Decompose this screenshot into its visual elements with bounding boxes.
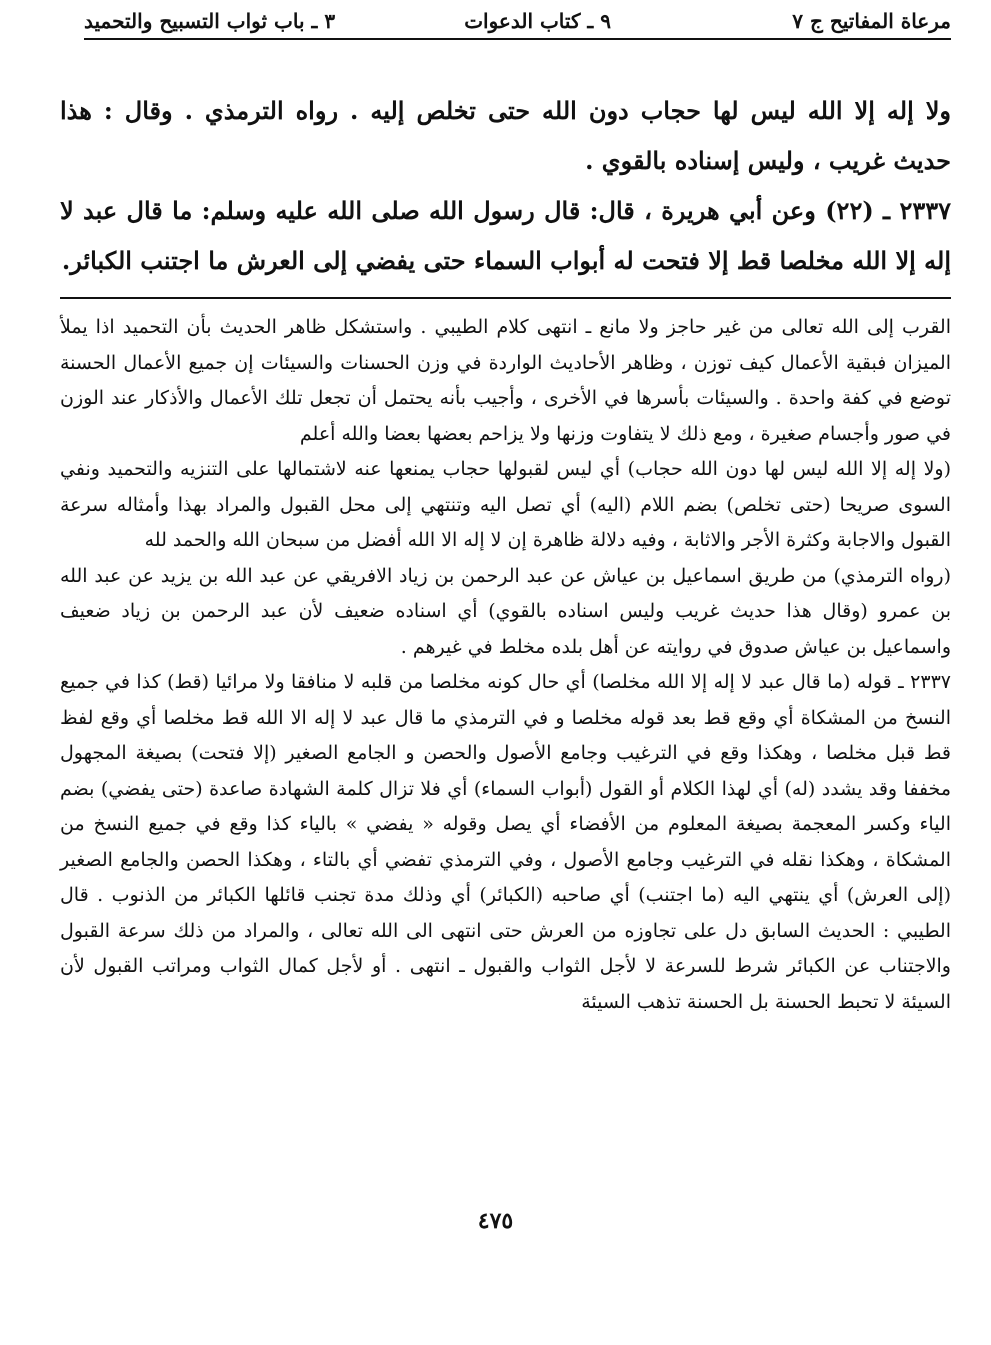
matn-paragraph-2: ٢٣٣٧ ـ (٢٢) وعن أبي هريرة ، قال: قال رسول الله صلى الله عليه وسلم: ما قال عبد لا إله إلا الله مخلصا قط إلا فتحت له أبواب السماء حتى يفضي إلى العرش ما اجتنب الكبائر.	[60, 196, 951, 275]
hadith-text	[60, 86, 951, 286]
commentary-paragraph-2: (ولا إله إلا الله ليس لها دون الله حجاب) أي ليس لقبولها حجاب يمنعها عنه لاشتمالها على التنزيه والتحميد ونفي السوى صريحا (حتى تخلص) بضم اللام (اليه) أي تصل اليه وتنتهي إلى محل القبول والمراد بهذا وأمثاله سرعة القبول والاجابة وكثرة الأجر والاثابة ، وفيه دلالة ظاهرة إن لا إله الا الله أفضل من سبحان الله والحمد لله	[60, 458, 951, 551]
kitab-title: ٩ ـ كتاب الدعوات	[464, 9, 611, 33]
page-number: ٤٧٥	[477, 1208, 514, 1234]
commentary-paragraph-1: القرب إلى الله تعالى من غير حاجز ولا مانع ـ انتهى كلام الطيبي . واستشكل ظاهر الحديث بأن التحميد اذا يملأ الميزان فبقية الأعمال كيف توزن ، وظاهر الأحاديث الواردة في وزن الحسنات والسيئات إن جميع الأعمال الحسنة توضع في كفة واحدة . والسيئات بأسرها في الأخرى ، وأجيب بأنه يحتمل أن تجعل تلك الأعمال والأذكار عند الوزن في صور وأجسام صغيرة ، ومع ذلك لا يتفاوت وزنها ولا يزاحم بعضها بعضا والله أعلم	[60, 316, 951, 445]
separator-rule	[60, 297, 951, 299]
book-title: مرعاة المفاتيح ج ٧	[792, 9, 951, 33]
commentary-paragraph-4: ٢٣٣٧ ـ قوله (ما قال عبد لا إله إلا الله مخلصا) أي حال كونه مخلصا من قلبه لا منافقا ولا مرائيا (قط) كذا في جميع النسخ من المشكاة أي وقع قط بعد قوله مخلصا و في الترمذي ما قال عبد لا إله الا الله قط مخلصا أي وقع لفظ قط قبل مخلصا ، وهكذا وقع في الترغيب وجامع الأصول والحصن و الجامع الصغير (إلا فتحت) بصيغة المجهول مخففا وقد يشدد (له) أي لهذا الكلام أو القول (أبواب السماء) أي فلا تزال كلمة الشهادة صاعدة (حتى يفضي) بضم الياء وكسر المعجمة بصيغة المعلوم من الأفضاء أي يصل وقوله « يفضي » بالياء كذا وقع في جميع النسخ من المشكاة ، وهكذا نقله في الترغيب وجامع الأصول ، وفي الترمذي تفضي أي بالتاء ، وهكذا الحصن والجامع الصغير (إلى العرش) أي ينتهي اليه (ما اجتنب) أي صاحبه (الكبائر) أي وذلك مدة تجنب قائلها الكبائر من الذنوب . قال الطيبي : الحديث السابق دل على تجاوزه من العرش حتى انتهى الى الله تعالى ، والمراد من ذلك سرعة القبول والاجتناب عن الكبائر شرط للسرعة لا لأجل الثواب والقبول ـ انتهى . أو لأجل كمال الثواب ومراتب القبول لأن السيئة لا تحبط الحسنة بل الحسنة تذهب السيئة	[60, 671, 952, 1013]
commentary-paragraph-3: (رواه الترمذي) من طريق اسماعيل بن عياش عن عبد الرحمن بن زياد الافريقي عن عبد الله بن يزيد عن عبد الله بن عمرو (وقال هذا حديث غريب وليس اسناده بالقوي) أي اسناده ضعيف لأن عبد الرحمن بن زياد ضعيف واسماعيل بن عياش صدوق في روايته عن أهل بلده مخلط في غيرهم .	[60, 564, 951, 658]
running-header	[84, 4, 951, 40]
bab-title: ٣ ـ باب ثواب التسبيح والتحميد	[84, 9, 336, 33]
commentary-text	[60, 310, 951, 1020]
matn-paragraph-1: ولا إله إلا الله ليس لها حجاب دون الله حتى تخلص إليه . رواه الترمذي . وقال : هذا حديث غريب ، وليس إسناده بالقوي .	[60, 96, 951, 175]
